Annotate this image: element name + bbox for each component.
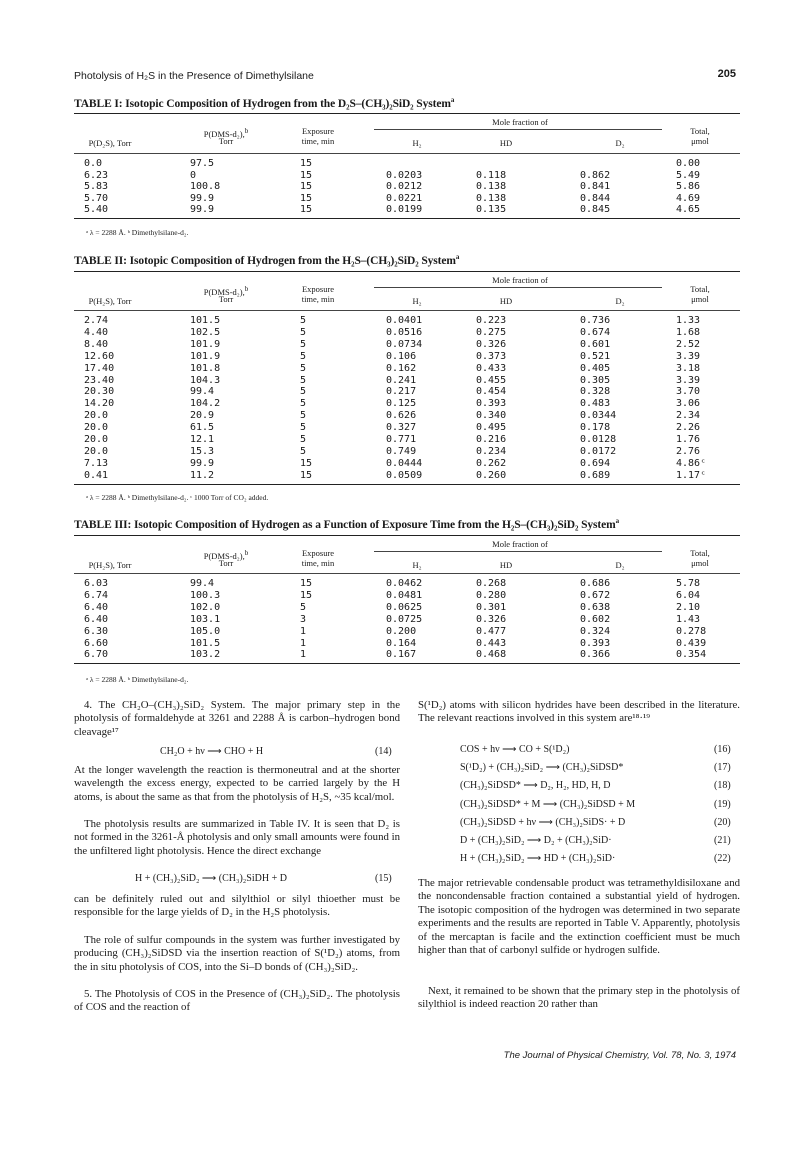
table-cell: 6.40 <box>84 601 109 613</box>
table-cell: 0.278 <box>676 625 707 637</box>
header-bottom-rule <box>74 153 740 154</box>
table2-title: TABLE II: Isotopic Composition of Hydrogen from the H₂S–(CH₃)₂SiD₂ System$^a$ <box>74 253 460 267</box>
table-cell: 15 <box>300 181 313 193</box>
table-cell: 0.844 <box>580 192 611 204</box>
d2-header: D₂ <box>615 560 625 570</box>
table-cell: 2.34 <box>676 410 701 422</box>
pdms-unit-header: Torr <box>218 294 234 304</box>
table-cell: 0.328 <box>580 386 611 398</box>
table-cell: 6.70 <box>84 649 109 661</box>
table-cell: 0.477 <box>476 625 507 637</box>
reaction-equation: COS + hν ⟶ CO + S(¹D₂) <box>460 744 570 755</box>
table-cell: 3.06 <box>676 398 701 410</box>
h2-header: H₂ <box>412 560 422 570</box>
reaction-equation: (CH₃)₂SiDSD* + M ⟶ (CH₃)₂SiDSD + M <box>460 798 636 810</box>
table-cell: 12.60 <box>84 350 115 362</box>
table-cell: 0.0725 <box>386 613 423 625</box>
d2-header: D₂ <box>615 296 625 306</box>
table-cell: 2.74 <box>84 315 109 326</box>
table-cell: 1.43 <box>676 613 701 625</box>
table-cell: 101.9 <box>190 350 221 362</box>
table-cell: 0.433 <box>476 362 507 374</box>
table-cell: 5 <box>300 315 307 326</box>
table-cell: 0.216 <box>476 434 507 445</box>
table-cell: 104.2 <box>190 398 221 410</box>
table-cell: 0.217 <box>386 386 417 398</box>
table-cell: 0.354 <box>676 649 707 661</box>
pdms-header-label: P(DMS-d₂), <box>203 550 245 561</box>
table-cell: 3.39 <box>676 350 701 362</box>
table-cell: 4.65 <box>676 204 701 216</box>
table-cell: 0.0462 <box>386 578 423 589</box>
equation-14-number: (14) <box>375 746 392 757</box>
table-cell: 6.60 <box>84 637 109 649</box>
hd-header: HD <box>499 138 513 148</box>
table-cell: 5 <box>300 601 307 613</box>
table-cell: 14.20 <box>84 398 115 410</box>
equation-15: H + (CH₃)₂SiD₂ ⟶ (CH₃)₂SiDH + D <box>135 873 287 884</box>
table-cell: 0.340 <box>476 410 507 422</box>
table-cell: 0.602 <box>580 613 611 625</box>
table2-footnote: ᵃ λ = 2288 Å. ᵇ Dimethylsilane-d₂. ᶜ 1000 Torr of CO₂ added. <box>86 493 269 502</box>
pressure-header: P(H₂S), Torr <box>88 560 132 570</box>
reaction-equation: S(¹D₂) + (CH₃)₂SiD₂ ⟶ (CH₃)₂SiDSD* <box>460 762 624 774</box>
table-cell: 6.30 <box>84 625 109 637</box>
table-cell: 2.10 <box>676 601 701 613</box>
table-cell: 0.301 <box>476 601 507 613</box>
table-cell: 1.76 <box>676 434 701 445</box>
table-cell: 0.125 <box>386 398 417 410</box>
table-cell: 0.262 <box>476 457 507 469</box>
table1-title: TABLE I: Isotopic Composition of Hydrogen from the D₂S–(CH₃)₂SiD₂ System$^a$ <box>74 96 455 110</box>
table-bottom-rule <box>74 218 740 219</box>
table-cell: 5 <box>300 445 307 457</box>
table-cell: 0.241 <box>386 374 417 386</box>
table-cell: 0.0 <box>84 158 103 169</box>
table-cell: 103.2 <box>190 649 221 661</box>
table-cell: 11.2 <box>190 469 215 481</box>
table-cell: 8.40 <box>84 338 109 350</box>
table-cell: 5 <box>300 422 307 434</box>
table3-footnote: ᵃ λ = 2288 Å. ᵇ Dimethylsilane-d₂. <box>86 675 189 684</box>
right-paragraph-s1d2: S(¹D₂) atoms with silicon hydrides have been described in the literature. The relevant reactions involved in this system are¹⁸·¹⁹ <box>418 699 740 725</box>
table-cell: 0.326 <box>476 338 507 350</box>
table-cell: 15 <box>300 469 313 481</box>
exposure-header: Exposure <box>301 284 335 294</box>
table-cell: 0.689 <box>580 469 611 481</box>
exposure-unit-header: time, min <box>301 294 335 304</box>
table-cell: 0.373 <box>476 350 507 362</box>
mole-fraction-header: Mole fraction of <box>492 117 548 127</box>
table-cell: 5 <box>300 350 307 362</box>
table-cell: 5.83 <box>84 181 109 193</box>
table-cell: 0.393 <box>580 637 611 649</box>
table-cell: 104.3 <box>190 374 221 386</box>
table-cell: 5.70 <box>84 192 109 204</box>
table-cell: 100.3 <box>190 589 221 601</box>
hd-header: HD <box>499 296 513 306</box>
exposure-unit-header: time, min <box>301 558 335 568</box>
table1-footnote: ᵃ λ = 2288 Å. ᵇ Dimethylsilane-d₂. <box>86 228 189 237</box>
table-cell: 0.483 <box>580 398 611 410</box>
table-cell: 1.17ᶜ <box>676 469 707 481</box>
table-cell: 5 <box>300 374 307 386</box>
reaction-equation-number: (19) <box>714 798 731 810</box>
table-cell: 0.405 <box>580 362 611 374</box>
table-cell: 0.0172 <box>580 445 617 457</box>
table-cell: 0.106 <box>386 350 417 362</box>
left-paragraph-wavelength: At the longer wavelength the reaction is thermoneutral and at the shorter wavelength the excess energy, expected to be carried largely by the H atoms, is about the same as that from the photolysis of H₂S, ~35 kcal/mol. <box>74 764 400 803</box>
table-cell: 15 <box>300 204 313 216</box>
table-cell: 0.138 <box>476 192 507 204</box>
reaction-equation: D + (CH₃)₂SiD₂ ⟶ D₂ + (CH₃)₂SiD· <box>460 835 612 846</box>
table-cell: 99.9 <box>190 204 215 216</box>
table-cell: 0.862 <box>580 169 611 181</box>
table-cell: 5 <box>300 398 307 410</box>
table-cell: 0.324 <box>580 625 611 637</box>
table-cell: 0.327 <box>386 422 417 434</box>
table-cell: 0.260 <box>476 469 507 481</box>
table-cell: 1.68 <box>676 326 701 338</box>
table-cell: 1 <box>300 649 307 661</box>
reaction-equation-number: (18) <box>714 780 731 792</box>
table-cell: 5 <box>300 326 307 338</box>
table-cell: 0.439 <box>676 637 707 649</box>
table-cell: 1 <box>300 625 307 637</box>
table-cell: 4.40 <box>84 326 109 338</box>
reaction-equation: H + (CH₃)₂SiD₂ ⟶ HD + (CH₃)₂SiD· <box>460 853 616 865</box>
table-cell: 0.626 <box>386 410 417 422</box>
table-cell: 0.164 <box>386 637 417 649</box>
table-cell: 0.200 <box>386 625 417 637</box>
table-cell: 0.601 <box>580 338 611 350</box>
table-cell: 0.694 <box>580 457 611 469</box>
table-cell: 0 <box>190 169 197 181</box>
table-cell: 0.00 <box>676 158 701 169</box>
table-cell: 15 <box>300 158 313 169</box>
exposure-header: Exposure <box>301 126 335 136</box>
table-bottom-rule <box>74 663 740 664</box>
equation-14: CH₂O + hν ⟶ CHO + H <box>160 746 264 757</box>
pdms-unit-header: Torr <box>218 136 234 146</box>
table-cell: 0.135 <box>476 204 507 216</box>
table-cell: 0.674 <box>580 326 611 338</box>
table-cell: 101.5 <box>190 637 221 649</box>
total-header: Total, <box>690 548 710 558</box>
table-cell: 5.78 <box>676 578 701 589</box>
table-cell: 0.0221 <box>386 192 423 204</box>
total-unit-header: μmol <box>691 294 709 304</box>
table-cell: 0.0516 <box>386 326 423 338</box>
table-cell: 0.443 <box>476 637 507 649</box>
header-bottom-rule <box>74 310 740 311</box>
mole-fraction-header: Mole fraction of <box>492 539 548 549</box>
table-cell: 0.178 <box>580 422 611 434</box>
mole-fraction-rule <box>374 551 662 552</box>
table-cell: 0.841 <box>580 181 611 193</box>
table-cell: 100.8 <box>190 181 221 193</box>
header-bottom-rule <box>74 573 740 574</box>
left-paragraph-sulfur: The role of sulfur compounds in the system was further investigated by producing (CH₃)₂SiDSD via the insertion reaction of S(¹D₂) atoms, from the in situ photolysis of COS, into the Si–D bonds of (CH₃)₂SiD₂. <box>74 934 400 973</box>
table-cell: 0.845 <box>580 204 611 216</box>
table-cell: 20.30 <box>84 386 115 398</box>
reaction-equation-number: (20) <box>714 816 731 828</box>
reaction-equation-number: (22) <box>714 853 731 865</box>
table-cell: 97.5 <box>190 158 215 169</box>
table-cell: 0.305 <box>580 374 611 386</box>
table-cell: 20.0 <box>84 410 109 422</box>
total-header: Total, <box>690 126 710 136</box>
table-cell: 0.0444 <box>386 457 423 469</box>
page-number: 205 <box>717 68 736 80</box>
table-cell: 99.4 <box>190 386 215 398</box>
pressure-header: P(H₂S), Torr <box>88 296 132 306</box>
table-cell: 0.0401 <box>386 315 423 326</box>
running-title: Photolysis of H₂S in the Presence of Dimethylsilane <box>74 70 314 82</box>
table-cell: 0.280 <box>476 589 507 601</box>
pdms-unit-header: Torr <box>218 558 234 568</box>
table-cell: 4.86ᶜ <box>676 457 707 469</box>
table-cell: 2.52 <box>676 338 701 350</box>
table-cell: 0.468 <box>476 649 507 661</box>
table-cell: 102.5 <box>190 326 221 338</box>
reaction-equation-number: (21) <box>714 835 731 846</box>
table-cell: 99.9 <box>190 192 215 204</box>
pdms-header-label: P(DMS-d₂), <box>203 286 245 297</box>
right-paragraph-primary-step: Next, it remained to be shown that the primary step in the photolysis of silylthiol is indeed reaction 20 rather than <box>418 985 740 1011</box>
table-cell: 101.8 <box>190 362 221 374</box>
table-cell: 15 <box>300 169 313 181</box>
table-cell: 101.9 <box>190 338 221 350</box>
table-cell: 15 <box>300 457 313 469</box>
table-cell: 7.13 <box>84 457 109 469</box>
pressure-header: P(D₂S), Torr <box>88 138 132 148</box>
table-cell: 6.04 <box>676 589 701 601</box>
table-cell: 1.33 <box>676 315 701 326</box>
table-cell: 0.366 <box>580 649 611 661</box>
table-cell: 4.69 <box>676 192 701 204</box>
table-cell: 0.0344 <box>580 410 617 422</box>
exposure-header: Exposure <box>301 548 335 558</box>
d2-header: D₂ <box>615 138 625 148</box>
reaction-equation: (CH₃)₂SiDSD + hν ⟶ (CH₃)₂SiDS· + D <box>460 816 626 828</box>
table-cell: 0.0212 <box>386 181 423 193</box>
table-cell: 0.771 <box>386 434 417 445</box>
table-cell: 61.5 <box>190 422 215 434</box>
right-paragraph-products: The major retrievable condensable product was tetramethyldisiloxane and the noncondensable fraction contained a substantial yield of hydrogen. The isotopic composition of the hydrogen was determined in two separate experiments and the results are reported in Table V. Apparently, photolysis of the mercaptan is facile and the extinction coefficient must be much higher than that of carbonyl sulfide or hydrogen sulfide. <box>418 877 740 957</box>
table-cell: 0.521 <box>580 350 611 362</box>
table-cell: 3 <box>300 613 307 625</box>
table-cell: 1 <box>300 637 307 649</box>
table-cell: 0.0625 <box>386 601 423 613</box>
table-cell: 0.749 <box>386 445 417 457</box>
total-unit-header: μmol <box>691 136 709 146</box>
pdms-header-mark: b <box>244 127 249 135</box>
pdms-header-mark: b <box>244 549 249 557</box>
table-cell: 20.9 <box>190 410 215 422</box>
table-cell: 5.40 <box>84 204 109 216</box>
table-cell: 105.0 <box>190 625 221 637</box>
table-cell: 5 <box>300 362 307 374</box>
table-cell: 17.40 <box>84 362 115 374</box>
mole-fraction-header: Mole fraction of <box>492 275 548 285</box>
left-paragraph-cos: 5. The Photolysis of COS in the Presence of (CH₃)₂SiD₂. The photolysis of COS and the reaction of <box>74 988 400 1014</box>
table-cell: 0.495 <box>476 422 507 434</box>
table-cell: 0.0734 <box>386 338 423 350</box>
table-cell: 0.268 <box>476 578 507 589</box>
table-cell: 0.686 <box>580 578 611 589</box>
table-cell: 20.0 <box>84 434 109 445</box>
table-cell: 5.49 <box>676 169 701 181</box>
table-cell: 0.455 <box>476 374 507 386</box>
h2-header: H₂ <box>412 138 422 148</box>
equation-15-number: (15) <box>375 873 392 884</box>
table-cell: 0.118 <box>476 169 507 181</box>
mole-fraction-rule <box>374 129 662 130</box>
left-paragraph-formaldehyde: 4. The CH₂O–(CH₃)₂SiD₂ System. The major primary step in the photolysis of formaldehyde at 3261 and 2288 Å is carbon–hydrogen bond cleavage¹⁷ <box>74 699 400 738</box>
table-cell: 6.03 <box>84 578 109 589</box>
table-cell: 0.0481 <box>386 589 423 601</box>
table-cell: 3.39 <box>676 374 701 386</box>
table-cell: 5.86 <box>676 181 701 193</box>
left-paragraph-results: The photolysis results are summarized in Table IV. It is seen that D₂ is not formed in the 3261-Å photolysis and only small amounts were found in the unfiltered light photolysis. Hence the direct exchange <box>74 818 400 857</box>
table-cell: 0.41 <box>84 469 109 481</box>
h2-header: H₂ <box>412 296 422 306</box>
table-cell: 5 <box>300 434 307 445</box>
table1-top-rule <box>74 113 740 114</box>
table-cell: 20.0 <box>84 422 109 434</box>
reaction-equation-number: (16) <box>714 744 731 755</box>
table-cell: 15 <box>300 578 313 589</box>
exposure-unit-header: time, min <box>301 136 335 146</box>
table-cell: 102.0 <box>190 601 221 613</box>
table2-top-rule <box>74 271 740 272</box>
table-cell: 0.223 <box>476 315 507 326</box>
table-cell: 99.9 <box>190 457 215 469</box>
hd-header: HD <box>499 560 513 570</box>
table-cell: 6.40 <box>84 613 109 625</box>
table-cell: 101.5 <box>190 315 221 326</box>
table-cell: 0.234 <box>476 445 507 457</box>
table-cell: 0.138 <box>476 181 507 193</box>
table-cell: 0.0199 <box>386 204 423 216</box>
total-header: Total, <box>690 284 710 294</box>
reaction-equation: (CH₃)₂SiDSD* ⟶ D₂, H₂, HD, H, D <box>460 780 611 792</box>
table-cell: 0.275 <box>476 326 507 338</box>
table-bottom-rule <box>74 484 740 485</box>
table-cell: 99.4 <box>190 578 215 589</box>
table3-top-rule <box>74 535 740 536</box>
table-cell: 0.0509 <box>386 469 423 481</box>
table-cell: 15 <box>300 192 313 204</box>
table-cell: 0.326 <box>476 613 507 625</box>
table-cell: 5 <box>300 410 307 422</box>
mole-fraction-rule <box>374 287 662 288</box>
table-cell: 2.76 <box>676 445 701 457</box>
table-cell: 0.736 <box>580 315 611 326</box>
table-cell: 20.0 <box>84 445 109 457</box>
journal-footer: The Journal of Physical Chemistry, Vol. 78, No. 3, 1974 <box>503 1050 736 1061</box>
table-cell: 3.18 <box>676 362 701 374</box>
table-cell: 15.3 <box>190 445 215 457</box>
table-cell: 3.70 <box>676 386 701 398</box>
table-cell: 0.167 <box>386 649 417 661</box>
table-cell: 2.26 <box>676 422 701 434</box>
table-cell: 23.40 <box>84 374 115 386</box>
table-cell: 0.0128 <box>580 434 617 445</box>
table-cell: 0.638 <box>580 601 611 613</box>
table-cell: 6.74 <box>84 589 109 601</box>
table-cell: 0.454 <box>476 386 507 398</box>
reaction-equation-number: (17) <box>714 762 731 774</box>
table-cell: 12.1 <box>190 434 215 445</box>
table-cell: 0.672 <box>580 589 611 601</box>
table-cell: 6.23 <box>84 169 109 181</box>
table3-title: TABLE III: Isotopic Composition of Hydrogen as a Function of Exposure Time from the H₂S–(CH₃)₂SiD₂ System$^a$ <box>74 517 620 531</box>
table-cell: 0.162 <box>386 362 417 374</box>
pdms-header-label: P(DMS-d₂), <box>203 128 245 139</box>
pdms-header-mark: b <box>244 285 249 293</box>
table-cell: 15 <box>300 589 313 601</box>
left-paragraph-silylthiol: can be definitely ruled out and silylthiol or silyl thioether must be responsible for the large yields of D₂ in the H₂S photolysis. <box>74 893 400 919</box>
total-unit-header: μmol <box>691 558 709 568</box>
table-cell: 0.0203 <box>386 169 423 181</box>
table-cell: 0.393 <box>476 398 507 410</box>
table-cell: 103.1 <box>190 613 221 625</box>
table-cell: 5 <box>300 338 307 350</box>
table-cell: 5 <box>300 386 307 398</box>
